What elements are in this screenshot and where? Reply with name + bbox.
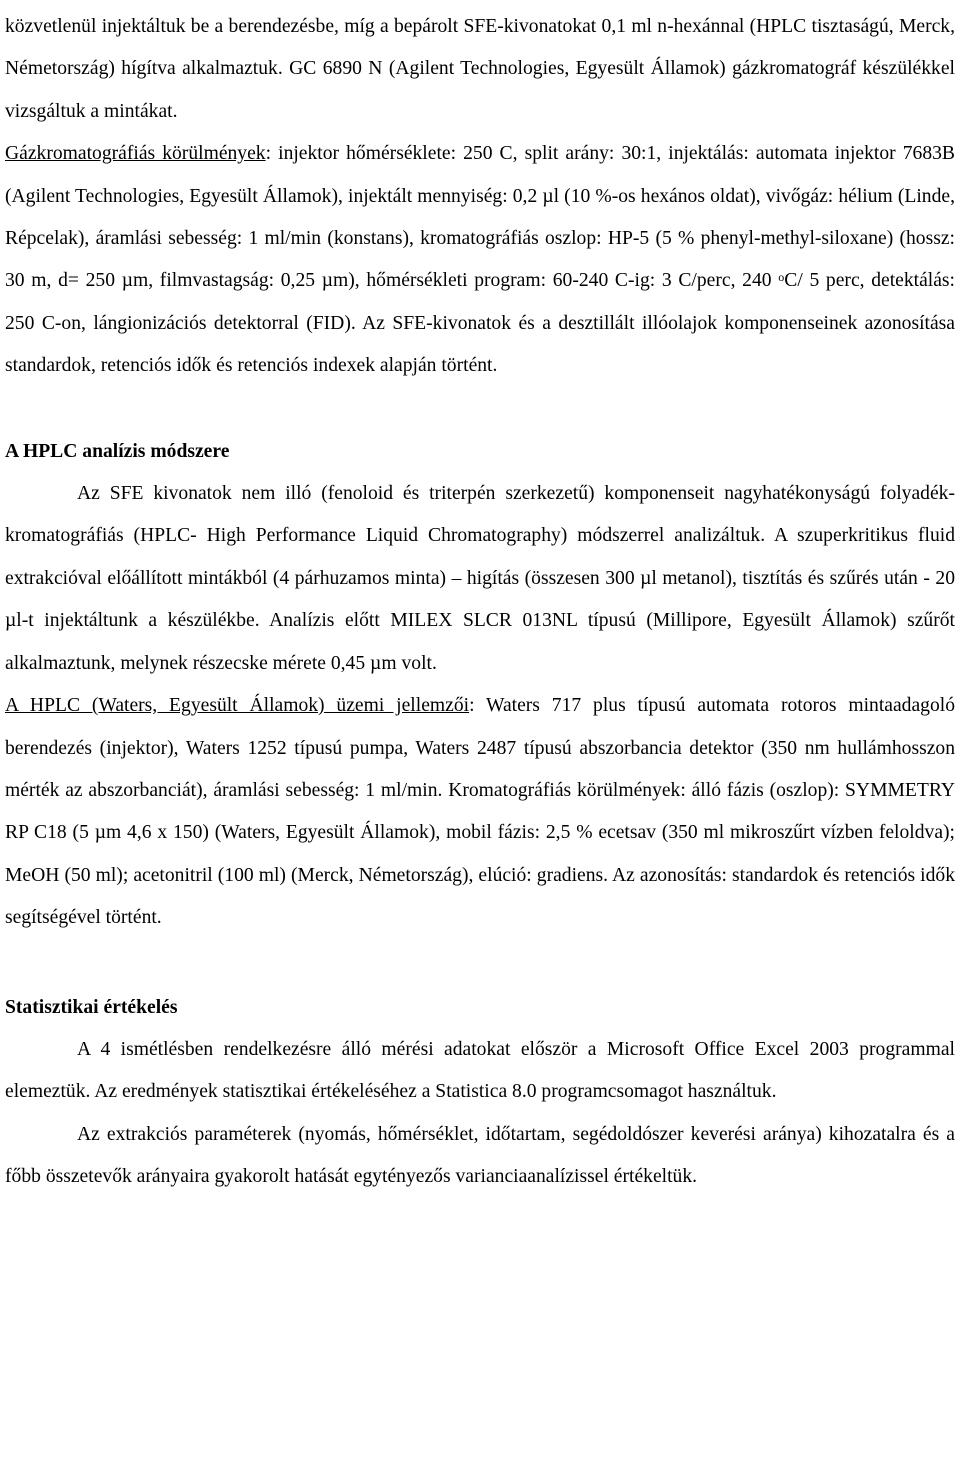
hplc-parameters-label: A HPLC (Waters, Egyesült Államok) üzemi jellemzői (5, 695, 470, 717)
degree-mark: o (778, 270, 785, 285)
gc-intro-paragraph: közvetlenül injektáltuk be a berendezésbe, míg a bepárolt SFE-kivonatokat 0,1 ml n-hexánnal (HPLC tisztaságú, Merck, Németország) hígítva alkalmaztuk. GC 6890 N (Agilent Technologies, Egyesült Államok) gázkromatográf készülékkel vizsgáltuk a mintákat. (5, 16, 955, 122)
stats-section-heading: Statisztikai értékelés (5, 996, 178, 1018)
section-spacer (5, 388, 955, 431)
gc-conditions-text-end: C/ 5 perc, detektálás: 250 C-on, lángionizációs detektorral (FID). Az SFE-kivonatok és a desztillált illóolajok komponenseinek azonosítása standardok, retenciós idők és retenciós indexek alapján történt. (5, 270, 955, 377)
gc-conditions-label: Gázkromatográfiás körülmények (5, 143, 266, 165)
gc-conditions-paragraph (5, 133, 955, 387)
document-page (5, 0, 955, 1199)
stats-anova-paragraph: Az extrakciós paraméterek (nyomás, hőmérséklet, időtartam, segédoldószer keverési aránya) kihozatalra és a főbb összetevők arányaira gyakorolt hatását egytényezős varianciaanalízissel értékeltük. (5, 1123, 955, 1188)
gc-conditions-text-start: : injektor hőmérséklete: 250 C, split arány: 30:1, injektálás: automata injektor 7683B (Agilent Technologies, Egyesült Államok), injektált mennyiség: 0,2 µl (10 %-os hexános oldat), vivőgáz: hélium (Linde, Répcelak), áramlási sebesség: 1 ml/min (konstans), kromatográfiás oszlop: HP-5 (5 % phenyl-methyl-siloxane) (hossz: 30 m, d= 250 µm, filmvastagság: 0,25 µm), hőmérsékleti program: 60-240 C-ig: 3 C/perc, 240 (5, 143, 955, 292)
hplc-section-heading: A HPLC analízis módszere (5, 440, 230, 462)
stats-software-paragraph: A 4 ismétlésben rendelkezésre álló mérési adatokat először a Microsoft Office Excel 2003 programmal elemeztük. Az eredmények statisztikai értékeléséhez a Statistica 8.0 programcsomagot használtuk. (5, 1038, 955, 1103)
section-spacer (5, 940, 955, 987)
hplc-method-paragraph: Az SFE kivonatok nem illó (fenoloid és triterpén szerkezetű) komponenseit nagyhatékonyságú folyadék-kromatográfiás (HPLC- High Performance Liquid Chromatography) módszerrel analizáltuk. A szuperkritikus fluid extrakcióval előállított mintákból (4 párhuzamos minta) – higítás (összesen 300 µl metanol), tisztítás és szűrés után - 20 µl-t injektáltunk a készülékbe. Analízis előtt MILEX SLCR 013NL típusú (Millipore, Egyesült Államok) szűrőt alkalmaztunk, melynek részecske mérete 0,45 µm volt. (5, 483, 955, 674)
hplc-parameters-text: : Waters 717 plus típusú automata rotoros mintaadagoló berendezés (injektor), Waters 1252 típusú pumpa, Waters 2487 típusú abszorbancia detektor (350 nm hullámhosszon mérték az abszorbanciát), áramlási sebesség: 1 ml/min. Kromatográfiás körülmények: álló fázis (oszlop): SYMMETRY RP C18 (5 µm 4,6 x 150) (Waters, Egyesült Államok), mobil fázis: 2,5 % ecetsav (350 ml mikroszűrt vízben feloldva); MeOH (50 ml); acetonitril (100 ml) (Merck, Németország), elúció: gradiens. Az azonosítás: standardok és retenciós idők segítségével történt. (5, 695, 955, 929)
hplc-parameters-paragraph (5, 685, 955, 939)
